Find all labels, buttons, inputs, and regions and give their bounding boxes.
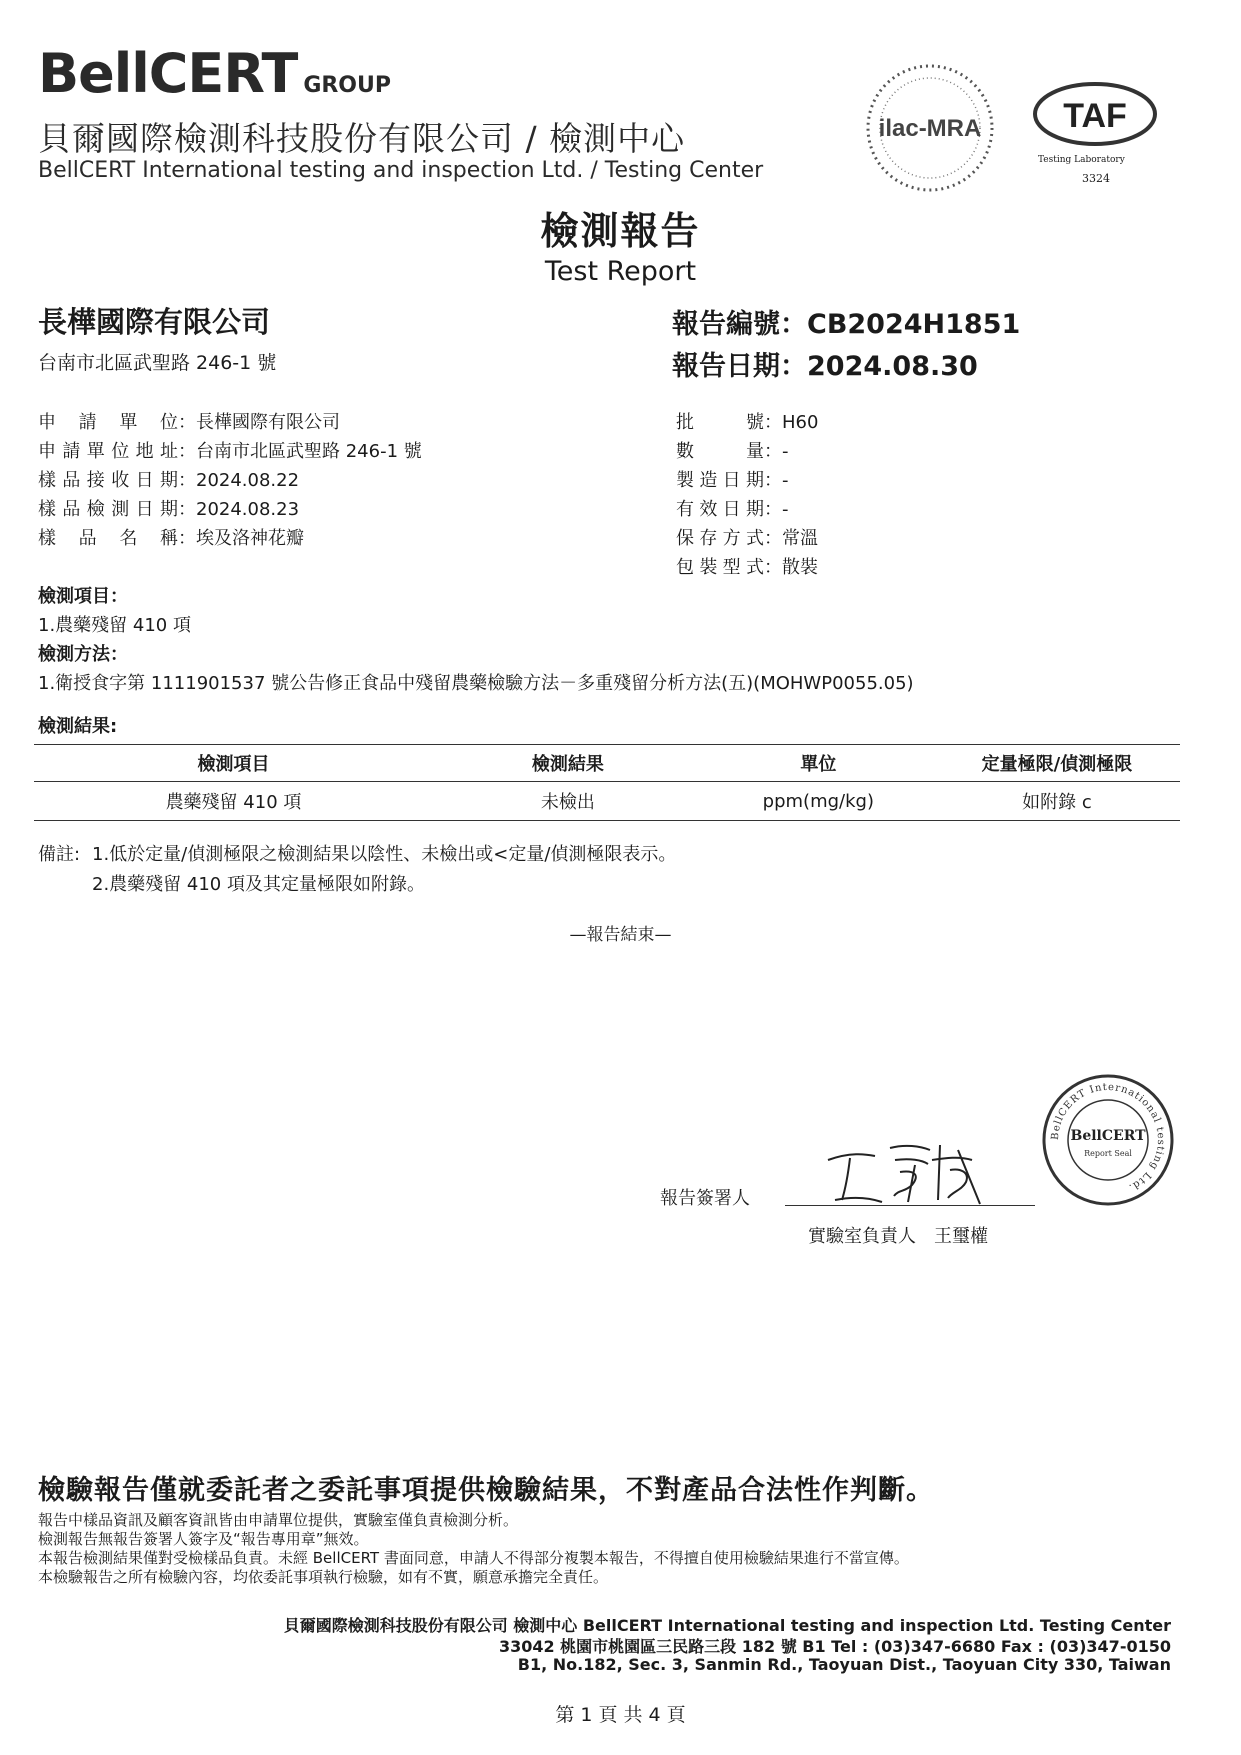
signatory: 實驗室負責人 王璽權 [808, 1226, 988, 1247]
table-cell: ppm(mg/kg) [703, 782, 934, 821]
seal-ring-text: BellCERT International testing Ltd. [1049, 1081, 1167, 1194]
taf-number: 3324 [1082, 172, 1110, 185]
info-row: 有效日期：- [676, 499, 789, 520]
company-name-zh: 貝爾國際檢測科技股份有限公司 / 檢測中心 [38, 119, 686, 158]
brand-name: BellCERT [38, 42, 298, 105]
footer-address-en: B1, No.182, Sec. 3, Sanmin Rd., Taoyuan Dist., Taoyuan City 330, Taiwan [517, 1655, 1171, 1674]
brand-group: GROUP [303, 73, 392, 98]
report-seal-icon [1038, 1070, 1178, 1210]
col-header: 檢測結果 [433, 745, 703, 782]
company-name-en: BellCERT International testing and inspection Ltd. / Testing Center [38, 158, 764, 183]
report-title-zh: 檢測報告 [540, 209, 701, 253]
table-row [34, 782, 1180, 821]
note-item: 2.農藥殘留 410 項及其定量極限如附錄。 [92, 874, 425, 895]
seal-text: BellCERT [1070, 1128, 1146, 1144]
report-end: —報告結束— [569, 925, 672, 945]
report-title-en: Test Report [544, 256, 697, 287]
footer-address-zh: 33042 桃園市桃園區三民路三段 182 號 B1 Tel : (03)347-6680 Fax : (03)347-0150 [498, 1637, 1171, 1656]
info-row: 申請單位：長樺國際有限公司 [38, 412, 340, 433]
test-items-heading: 檢測項目： [38, 586, 128, 607]
col-header: 檢測項目 [34, 745, 433, 782]
disclaimer-line: 本檢驗報告之所有檢驗內容，均依委託事項執行檢驗，如有不實，願意承擔完全責任。 [38, 1568, 609, 1586]
info-row: 數量：- [676, 441, 789, 462]
info-row: 樣品接收日期：2024.08.22 [38, 470, 300, 491]
disclaimer-line: 本報告檢測結果僅對受檢樣品負責。未經 BellCERT 書面同意，申請人不得部分複製本報告，不得擅自使用檢驗結果進行不當宣傳。 [38, 1549, 909, 1567]
disclaimer-line: 報告中樣品資訊及顧客資訊皆由申請單位提供，實驗室僅負責檢測分析。 [38, 1511, 519, 1529]
client-address: 台南市北區武聖路 246-1 號 [38, 352, 277, 374]
col-header: 定量極限/偵測極限 [934, 745, 1180, 782]
test-method-heading: 檢測方法： [38, 644, 128, 665]
client-name: 長樺國際有限公司 [38, 305, 271, 339]
table-header-row [34, 745, 1180, 782]
test-items-text: 1.農藥殘留 410 項 [38, 615, 191, 636]
info-row: 保存方式：常溫 [676, 528, 818, 549]
note-item: 1.低於定量/偵測極限之檢測結果以陰性、未檢出或<定量/偵測極限表示。 [92, 844, 677, 865]
page-number: 第 1 頁 共 4 頁 [555, 1704, 686, 1726]
results-heading: 檢測結果: [38, 716, 118, 737]
seal-sub: Report Seal [1084, 1149, 1132, 1158]
col-header: 單位 [703, 745, 934, 782]
report-date: 報告日期：2024.08.30 [672, 351, 978, 382]
ilac-mra-logo-icon [860, 58, 1000, 198]
info-row: 申請單位地址：台南市北區武聖路 246-1 號 [38, 441, 422, 462]
brand-logo [38, 42, 391, 105]
table-cell: 農藥殘留 410 項 [34, 782, 433, 821]
table-cell: 未檢出 [433, 782, 703, 821]
table-cell: 如附錄 c [934, 782, 1180, 821]
info-row: 批號：H60 [676, 412, 819, 433]
notes-label: 備註: [38, 844, 81, 865]
disclaimer-heading: 檢驗報告僅就委託者之委託事項提供檢驗結果，不對產品合法性作判斷。 [38, 1475, 934, 1506]
info-row: 包裝型式：散裝 [676, 557, 818, 578]
disclaimer-line: 檢測報告無報告簽署人簽字及“報告專用章”無效。 [38, 1530, 369, 1548]
taf-label: TAF [1063, 97, 1127, 135]
report-number: 報告編號：CB2024H1851 [672, 309, 1021, 340]
footer-company: 貝爾國際檢測科技股份有限公司 檢測中心 BellCERT International testing and inspection Ltd. Testing Center [283, 1616, 1171, 1635]
info-row: 樣品檢測日期：2024.08.23 [38, 499, 300, 520]
handwritten-signature [820, 1130, 990, 1210]
signature-line [785, 1205, 1035, 1206]
ilac-label: ilac-MRA [878, 115, 982, 142]
results-table [34, 744, 1180, 821]
taf-caption: Testing Laboratory [1038, 155, 1125, 165]
info-row: 樣品名稱：埃及洛神花瓣 [38, 528, 304, 549]
signature-label: 報告簽署人 [660, 1188, 750, 1209]
info-row: 製造日期：- [676, 470, 789, 491]
test-method-text: 1.衛授食字第 1111901537 號公告修正食品中殘留農藥檢驗方法－多重殘留分析方法(五)(MOHWP0055.05) [38, 673, 914, 694]
